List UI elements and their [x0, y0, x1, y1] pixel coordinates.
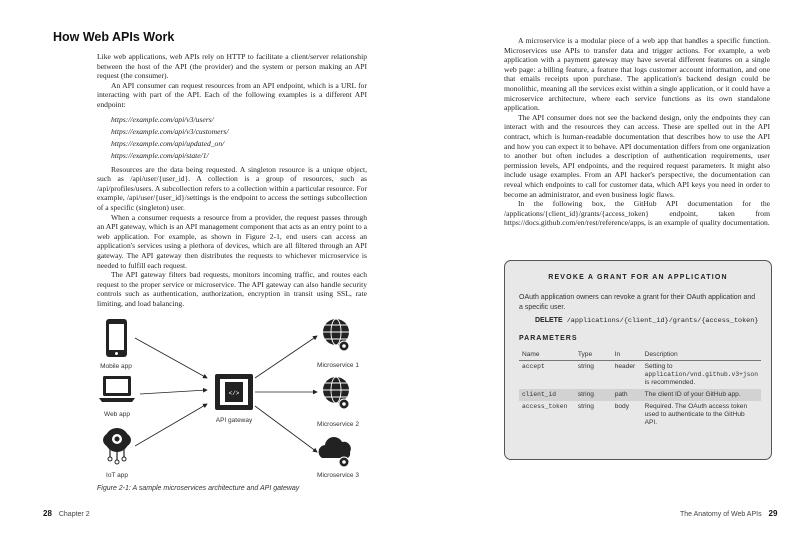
- api-gateway-icon: [215, 374, 253, 410]
- param-in: header: [614, 363, 636, 370]
- column-header: Name: [519, 349, 575, 361]
- box-description: OAuth application owners can revoke a grant for their OAuth application and a specific user.: [519, 294, 756, 311]
- client-label: Web app: [104, 411, 130, 418]
- running-head: Chapter 2: [58, 511, 90, 518]
- client-label: IoT app: [106, 472, 128, 479]
- column-header: Type: [575, 349, 612, 361]
- box-title: REVOKE A GRANT FOR AN APPLICATION: [548, 274, 728, 281]
- paragraph: The API consumer does not see the backend design, only the endpoints they can interact with and the resources they can access. These are spelled out in the API contract, which is human-readable documentation that describes how to use the API and how you can expect it to behave. API documentation differs from one organization to another but often includes a description of authentication requirements, user permission levels, API endpoints, and the required request parameters. It might also include usage examples. From an API hacker's perspective, the documentation can reveal which endpoints to call for customer data, which API keys you need in order to become an administrator, and even business logic flaws.: [504, 112, 770, 199]
- endpoint-url: https://example.com/api/v3/customers/: [111, 126, 229, 136]
- http-method: DELETE: [535, 317, 563, 324]
- client-label: Mobile app: [100, 363, 132, 370]
- microservice-label: Microservice 3: [317, 472, 359, 479]
- endpoint-url: https://example.com/api/v3/users/: [111, 114, 214, 124]
- microservice-label: Microservice 2: [317, 421, 359, 428]
- parameters-heading: PARAMETERS: [519, 335, 578, 342]
- endpoint-url: https://example.com/api/state/1/: [111, 150, 209, 160]
- parameters-table: [519, 349, 761, 429]
- table-row: [519, 389, 761, 401]
- documentation-sidebar-box: [504, 260, 772, 460]
- param-name: accept: [522, 363, 545, 370]
- param-name: access_token: [522, 403, 568, 410]
- table-row: [519, 401, 761, 429]
- page-number: 29: [768, 509, 778, 518]
- table-header-row: [519, 349, 761, 361]
- running-head: The Anatomy of Web APIs: [680, 511, 762, 518]
- param-type: string: [575, 389, 612, 401]
- page-footer: [38, 509, 90, 518]
- param-description: Required. The OAuth access token used to authenticate to the GitHub API.: [644, 403, 748, 426]
- microservice-globe-icon: [323, 319, 349, 351]
- svg-text:</>: </>: [228, 390, 240, 397]
- param-in: path: [612, 389, 642, 401]
- gateway-label: API gateway: [215, 417, 253, 424]
- figure-caption: Figure 2-1: A sample microservices architecture and API gateway: [97, 485, 300, 492]
- paragraph: The API gateway filters bad requests, monitors incoming traffic, and routes each request to the proper service or microservice. The API gateway can also handle security controls such as authentication, authorization, encryption in transit using SSL, rate limiting, and load balancing.: [97, 270, 367, 308]
- column-header: Description: [642, 349, 761, 361]
- iot-device-icon: [103, 428, 131, 464]
- column-header: In: [612, 349, 642, 361]
- paragraph: In the following box, the GitHub API documentation for the /applications/{client_id}/grants/{access_token} endpoint, taken from https://docs.github.com/en/rest/reference/apps, is an example of quality documentation.: [504, 199, 770, 228]
- param-description: The client ID of your GitHub app.: [642, 389, 761, 401]
- architecture-diagram: [95, 316, 370, 481]
- laptop-icon: [99, 376, 135, 402]
- right-body: [504, 36, 770, 228]
- section-heading: How Web APIs Work: [53, 30, 175, 44]
- param-description: Setting to application/vnd.github.v3+json is recommended.: [644, 363, 758, 386]
- paragraph: Resources are the data being requested. A singleton resource is a unique object, such as /api/user/{user_id}. A collection is a group of resources, such as /api/profiles/users. A subcollection refers to a collection within a particular resource. For example, /api/user/{user_id}/settings is the endpoint to access the settings subcollection of a specific (singleton) user.: [97, 164, 367, 212]
- microservice-label: Microservice 1: [317, 362, 359, 369]
- page-footer: [680, 509, 782, 518]
- left-body: [97, 52, 367, 308]
- paragraph: A microservice is a modular piece of a web app that handles a specific function. Microservices use APIs to transfer data and trigger actions. For example, a web application with a payment gateway may have several different features on a single web page: a billing feature, a feature that logs customer account information, and one that emails receipts upon purchase. The application's backend design could be monolithic, meaning all the services exist within a single application, or it could have a microservice architecture, where each service functions as its own standalone application.: [504, 36, 770, 113]
- microservice-globe-icon: [323, 377, 349, 409]
- endpoint-path: /applications/{client_id}/grants/{access_token}: [566, 317, 759, 325]
- param-type: string: [577, 363, 594, 370]
- endpoint-list: [111, 114, 367, 162]
- param-name: client_id: [519, 389, 575, 401]
- endpoint-url: https://example.com/api/updated_on/: [111, 138, 225, 148]
- microservice-cloud-icon: [319, 437, 351, 467]
- table-row: [519, 361, 761, 390]
- page-number: 28: [43, 509, 52, 518]
- paragraph: Like web applications, web APIs rely on HTTP to facilitate a client/server relationship between the host of the API (the provider) and the system or person making an API request (the consumer).: [97, 52, 367, 81]
- param-type: string: [577, 403, 594, 410]
- param-in: body: [614, 403, 630, 410]
- endpoint-signature: [535, 317, 758, 325]
- paragraph: An API consumer can request resources from an API endpoint, which is a URL for interacting with part of the API. Each of the following examples is a different API endpoint:: [97, 80, 367, 109]
- mobile-phone-icon: [106, 319, 127, 357]
- paragraph: When a consumer requests a resource from a provider, the request passes through an API gateway, which is an API management component that acts as an entry point to a web application. For example, as shown in Figure 2-1, end users can access an application's services using a plethora of devices, which are all filtered through an API gateway. The API gateway then distributes the requests to whichever microservice is needed to fulfill each request.: [97, 212, 367, 270]
